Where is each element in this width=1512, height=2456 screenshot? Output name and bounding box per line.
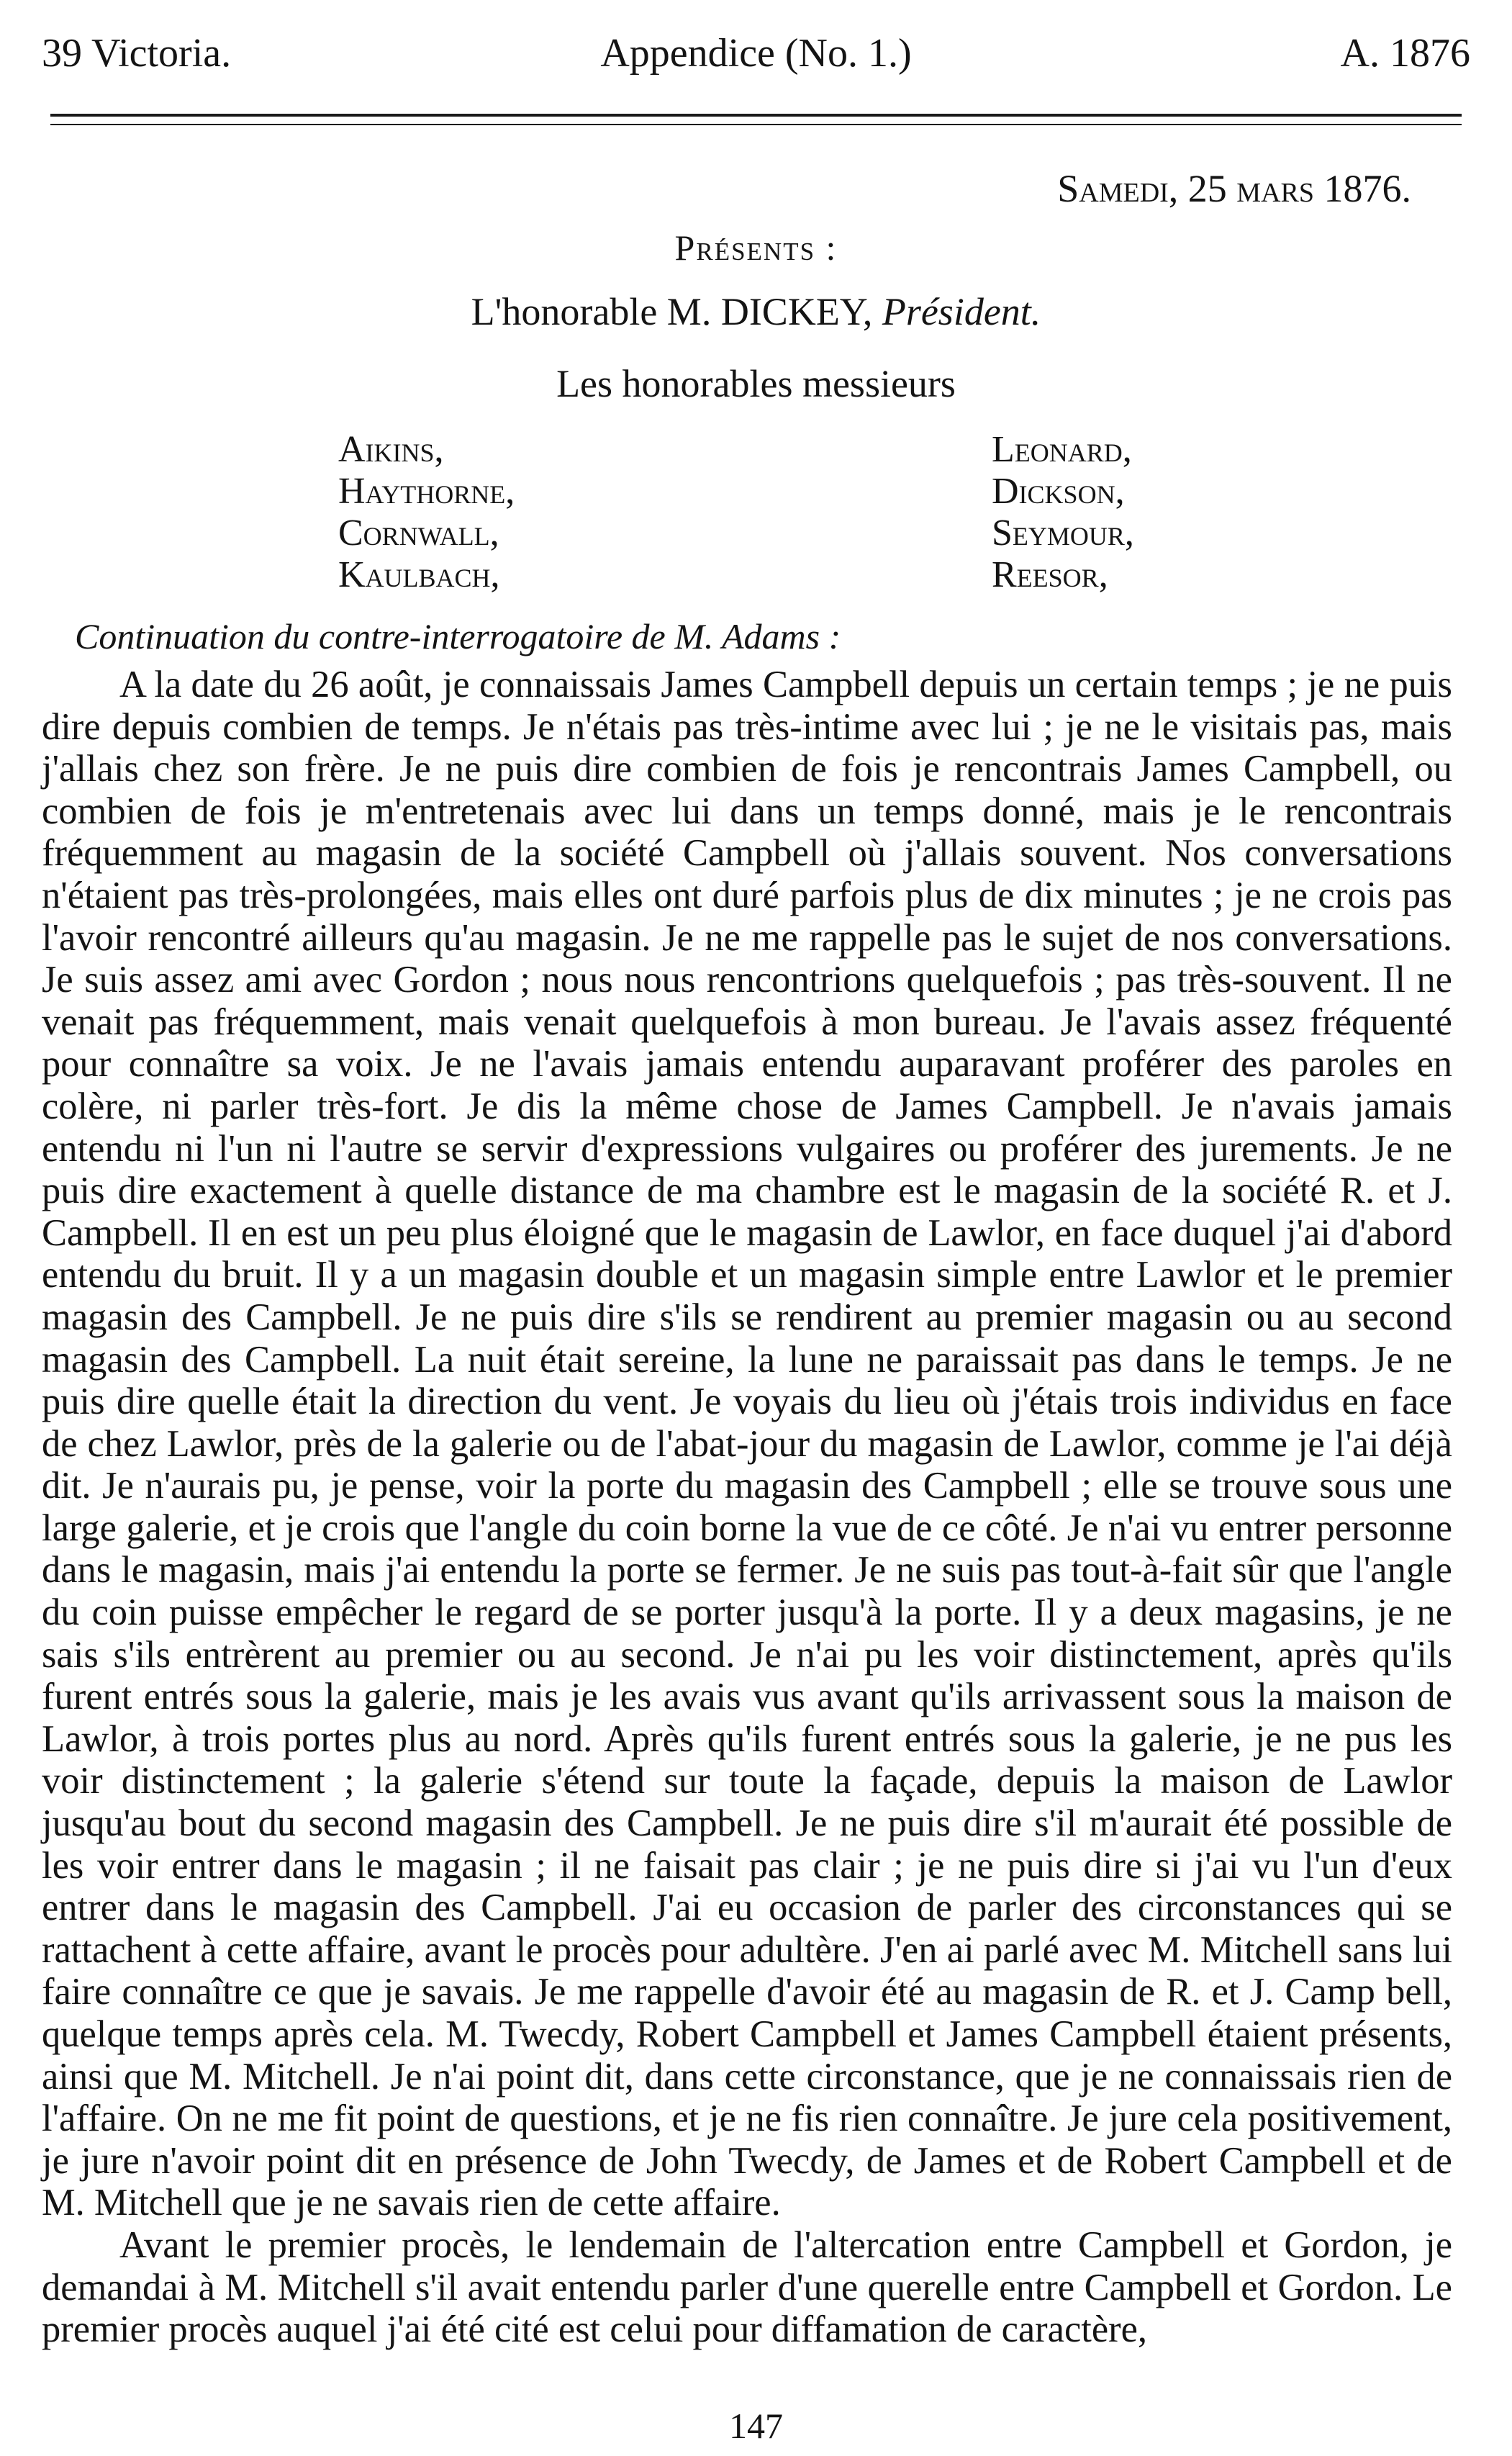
presents-heading: Présents : <box>674 227 838 268</box>
member-name: Dickson, <box>992 471 1125 512</box>
header-rule-thin <box>50 124 1462 125</box>
president-name: L'honorable M. DICKEY, <box>471 290 882 333</box>
member-name: Reesor, <box>992 554 1108 595</box>
continuation-heading: Continuation du contre-interrogatoire de M. Adams : <box>75 616 841 656</box>
members-right-column <box>992 429 1134 596</box>
page-number: 147 <box>729 2406 783 2446</box>
president-title: Président. <box>882 290 1041 333</box>
header-appendix: Appendice (No. 1.) <box>600 31 912 76</box>
header-rule-thick <box>50 114 1462 117</box>
member-name: Kaulbach, <box>338 554 500 595</box>
member-name: Seymour, <box>992 513 1134 554</box>
testimony-body <box>42 664 1452 2351</box>
header-session: 39 Victoria. <box>42 31 232 76</box>
member-name: Haythorne, <box>338 471 515 512</box>
president-line <box>0 288 1512 335</box>
member-name: Cornwall, <box>338 513 499 554</box>
members-left-column <box>338 429 515 596</box>
header-year: A. 1876 <box>1340 31 1470 76</box>
body-paragraph: Avant le premier procès, le lendemain de l'altercation entre Campbell et Gordon, je demandai à M. Mitchell s'il avait entendu parler d'une querelle entre Campbell et Gordon. Le premier procès auquel j'ai été cité est celui pour diffamation de caractère, <box>42 2224 1452 2351</box>
member-name: Aikins, <box>338 429 444 470</box>
sitting-date: Samedi, 25 mars 1876. <box>1057 167 1411 210</box>
honorables-heading: Les honorables messieurs <box>556 362 956 405</box>
member-name: Leonard, <box>992 429 1132 470</box>
body-paragraph: A la date du 26 août, je connaissais James Campbell depuis un certain temps ; je ne puis dire depuis combien de temps. Je n'étais pas très-intime avec lui ; je ne le visitais pas, mais j'allais chez son frère. Je ne puis dire combien de fois je rencontrais James Campbell, ou combien de fois je m'entretenais avec lui dans un temps donné, mais je le rencontrais fréquemment au magasin de la société Campbell où j'allais souvent. Nos conversations n'étaient pas très-prolongées, mais elles ont duré parfois plus de dix minutes ; je ne crois pas l'avoir rencontré ailleurs qu'au magasin. Je ne me rappelle pas le sujet de nos conversations. Je suis assez ami avec Gordon ; nous nous rencontrions quelquefois ; pas très-souvent. Il ne venait pas fréquemment, mais venait quelquefois à mon bureau. Je l'avais assez fréquenté pour connaître sa voix. Je ne l'avais jamais entendu auparavant proférer des paroles en colère, ni parler très-fort. Je dis la même chose de James Campbell. Je n'avais jamais entendu ni l'un ni l'autre se servir d'expressions vulgaires ou proférer des jurements. Je ne puis dire exactement à quelle distance de ma chambre est le magasin de la société R. et J. Campbell. Il en est un peu plus éloigné que le magasin de Lawlor, en face duquel j'ai d'abord entendu du bruit. Il y a un magasin double et un magasin simple entre Lawlor et le premier magasin des Campbell. Je ne puis dire s'ils se rendirent au premier magasin ou au second magasin des Campbell. La nuit était sereine, la lune ne paraissait pas dans le temps. Je ne puis dire quelle était la direction du vent. Je voyais du lieu où j'étais trois individus en face de chez Lawlor, près de la galerie ou de l'abat-jour du magasin de Lawlor, comme je l'ai déjà dit. Je n'aurais pu, je pense, voir la porte du magasin des Campbell ; elle se trouve sous une large galerie, et je crois que l'angle du coin borne la vue de ce côté. Je n'ai vu entrer personne dans le magasin, mais j'ai entendu la porte se fermer. Je ne suis pas tout-à-fait sûr que l'angle du coin puisse empêcher le regard de se porter jusqu'à la porte. Il y a deux magasins, je ne sais s'ils entrèrent au premier ou au second. Je n'ai pu les voir distinctement, après qu'ils furent entrés sous la galerie, mais je les avais vus avant qu'ils arrivassent sous la maison de Lawlor, à trois portes plus au nord. Après qu'ils furent entrés sous la galerie, je ne pus les voir distinctement ; la galerie s'étend sur toute la façade, depuis la maison de Lawlor jusqu'au bout du second magasin des Campbell. Je ne puis dire s'il m'aurait été possible de les voir entrer dans le magasin ; il ne faisait pas clair ; je ne puis dire si j'ai vu l'un d'eux entrer dans le magasin des Campbell. J'ai eu occasion de parler des circonstances qui se rattachent à cette affaire, avant le procès pour adultère. J'en ai parlé avec M. Mitchell sans lui faire connaître ce que je savais. Je me rappelle d'avoir été au magasin de R. et J. Camp bell, quelque temps après cela. M. Twecdy, Robert Campbell et James Campbell étaient présents, ainsi que M. Mitchell. Je n'ai point dit, dans cette circonstance, que je ne connaissais rien de l'affaire. On ne me fit point de questions, et je ne fis rien connaître. Je jure cela positivement, je jure n'avoir point dit en présence de John Twecdy, de James et de Robert Campbell et de M. Mitchell que je ne savais rien de cette affaire. <box>42 664 1452 2224</box>
running-header <box>42 27 1470 79</box>
